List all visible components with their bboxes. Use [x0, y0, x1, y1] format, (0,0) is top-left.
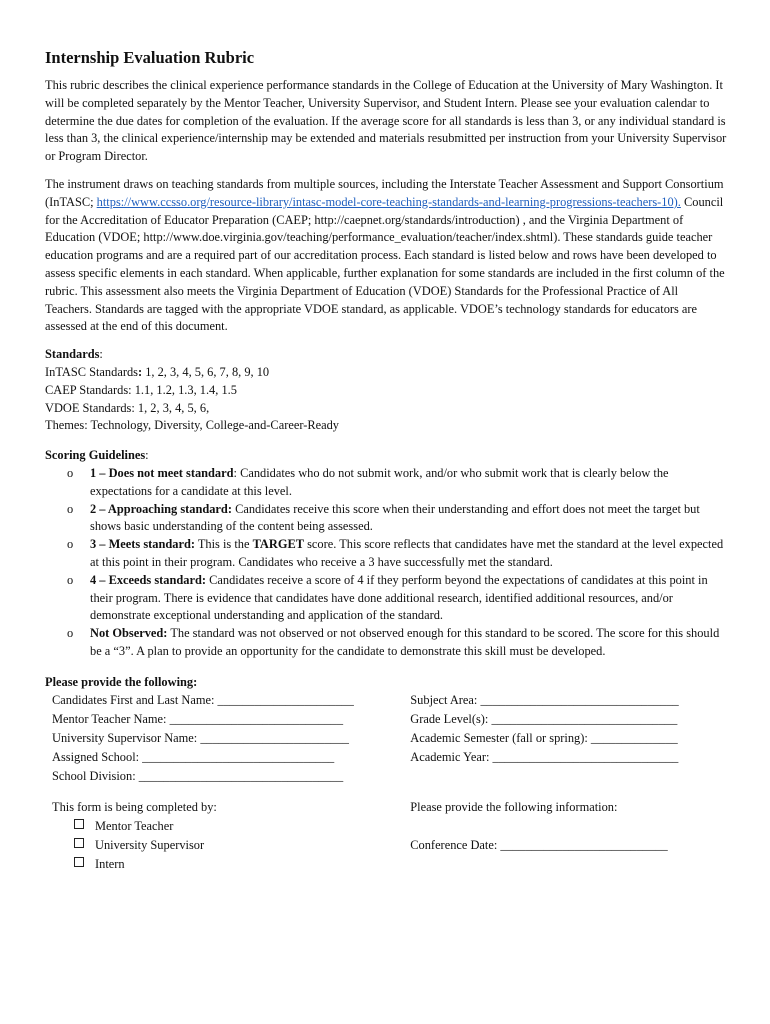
score-description: Candidates who do not submit work, and/or who submit work that is clearly below the expectations for a candidate at this level. [90, 465, 669, 498]
score-label: Not Observed: [90, 626, 168, 641]
academic-year-field[interactable]: Academic Year: ______________________________ [410, 749, 679, 764]
ccsso-link[interactable]: https://www.ccsso.org/resource-library/intasc-model-core-teaching-standards-and-learning-progressions-teachers-10). [96, 194, 681, 209]
score-label: 2 – Approaching standard: [90, 501, 232, 516]
score-separator: : [233, 465, 241, 480]
role-label: Mentor Teacher [95, 818, 174, 833]
scoring-heading [45, 447, 727, 465]
form-fields [45, 692, 727, 787]
intasc-values: 1, 2, 3, 4, 5, 6, 7, 8, 9, 10 [142, 364, 270, 379]
university-supervisor-field[interactable]: University Supervisor Name: ________________________ [52, 730, 350, 745]
completion-section [45, 799, 727, 875]
conference-date-field[interactable]: Conference Date: ___________________________ [410, 837, 668, 852]
bullet-icon: o [67, 465, 74, 480]
school-division-field[interactable]: School Division: _________________________________ [52, 768, 344, 783]
role-intern[interactable] [74, 856, 410, 875]
academic-semester-field[interactable]: Academic Semester (fall or spring): ______________ [410, 730, 678, 745]
checkbox-icon[interactable] [74, 838, 84, 848]
score-description: Candidates receive a score of 4 if they perform beyond the expectations of candidates at this point in their program. There is evidence that candidates have done additional research, identified additional resources, and/or demonstrate exceptional understanding and application of the standard. [90, 572, 708, 623]
document-page [45, 48, 727, 875]
vdoe-standards: VDOE Standards: 1, 2, 3, 4, 5, 6, [45, 400, 210, 415]
scoring-list [45, 465, 727, 661]
conference-column [410, 799, 727, 875]
form-right-column [410, 692, 727, 787]
form-left-column [45, 692, 410, 787]
list-item [45, 501, 727, 537]
assigned-school-field[interactable]: Assigned School: _______________________________ [52, 749, 335, 764]
role-mentor-teacher[interactable] [74, 818, 410, 837]
info-label: Please provide the following information: [410, 799, 618, 814]
grade-level-field[interactable]: Grade Level(s): ______________________________ [410, 711, 678, 726]
list-item [45, 625, 727, 661]
score-label: 4 – Exceeds standard: [90, 572, 206, 587]
role-label: Intern [95, 856, 125, 871]
score-description-after: score. This score reflects that candidates have met the standard at the level expected at this point in their program. Candidates who receive a 3 have successfully met the standard. [90, 537, 724, 569]
standards-heading-colon: : [99, 347, 103, 362]
page-title: Internship Evaluation Rubric [45, 48, 255, 67]
mentor-teacher-field[interactable]: Mentor Teacher Name: ____________________________ [52, 711, 344, 726]
candidate-name-field[interactable]: Candidates First and Last Name: ______________________ [52, 692, 354, 707]
role-checkbox-list [52, 818, 410, 875]
intasc-label: InTASC Standards [45, 364, 138, 379]
form-heading: Please provide the following: [45, 674, 198, 689]
themes: Themes: Technology, Diversity, College-and-Career-Ready [45, 418, 339, 433]
bullet-icon: o [67, 572, 74, 587]
intro-paragraph: This rubric describes the clinical experience performance standards in the College of Education at the University of Mary Washington. It will be completed separately by the Mentor Teacher, University Supervisor, and Student Intern. Please see your evaluation calendar to determine the due dates for completion of the evaluation. If the average score for all standards is less than 3, or any individual standard is less than 3, the clinical experience/internship may be extended and materials resubmitted per instruction from your University Supervisor or Program Director. [45, 78, 727, 164]
score-label: 3 – Meets standard: [90, 537, 195, 552]
sources-text-before: The instrument draws on teaching standards from multiple sources, including the Interstate Teacher Assessment and Support Consortium (InTASC; [45, 176, 724, 209]
sources-text-after: Council for the Accreditation of Educator Preparation (CAEP; http://caepnet.org/standards/introduction) , and the Virginia Department of Education (VDOE; http://www.doe.virginia.gov/teaching/performance_evaluation/teacher/index.shtml). These standards guide teacher education programs and are a required part of our accreditation process. Each standard is listed below and rows have been developed to assess specific elements in each standard. When applicable, further explanation for some standards are included in the first column of the rubric. This assessment also meets the Virginia Department of Education (VDOE) Standards for the Professional Practice of All Teachers. Standards are tagged with the appropriate VDOE standard, as applicable. VDOE’s technology standards for educators are assessed at the end of this document. [45, 194, 725, 334]
standards-section [45, 346, 727, 435]
sources-paragraph [45, 176, 727, 336]
list-item [45, 465, 727, 501]
checkbox-icon[interactable] [74, 819, 84, 829]
score-description-before: This is the [197, 537, 253, 552]
role-label: University Supervisor [95, 837, 205, 852]
list-item [45, 536, 727, 572]
checkbox-icon[interactable] [74, 857, 84, 867]
intasc-standards [45, 364, 727, 382]
subject-area-field[interactable]: Subject Area: ________________________________ [410, 692, 679, 707]
target-emphasis: TARGET [252, 537, 304, 552]
caep-standards: CAEP Standards: 1.1, 1.2, 1.3, 1.4, 1.5 [45, 382, 237, 397]
score-description: Candidates receive this score when their understanding and effort does not meet the target but shows basic understanding of the content being assessed. [90, 501, 700, 534]
standards-heading-text: Standards [45, 347, 100, 362]
standards-heading [45, 346, 727, 364]
info-form [45, 674, 727, 875]
bullet-icon: o [67, 501, 74, 516]
completed-by-column [45, 799, 410, 875]
intasc-colon: : [137, 364, 143, 379]
list-item [45, 572, 727, 625]
score-description: The standard was not observed or not observed enough for this standard to be scored. The score for this should be a “3”. A plan to provide an opportunity for the candidate to demonstrate this skill must be developed. [90, 626, 720, 658]
score-label: 1 – Does not meet standard [90, 465, 234, 480]
completed-by-label: This form is being completed by: [52, 799, 217, 814]
scoring-heading-colon: : [145, 448, 149, 463]
role-university-supervisor[interactable] [74, 837, 410, 856]
bullet-icon: o [67, 626, 74, 641]
bullet-icon: o [67, 537, 74, 552]
scoring-heading-text: Scoring Guidelines [45, 448, 146, 463]
scoring-section [45, 447, 727, 661]
